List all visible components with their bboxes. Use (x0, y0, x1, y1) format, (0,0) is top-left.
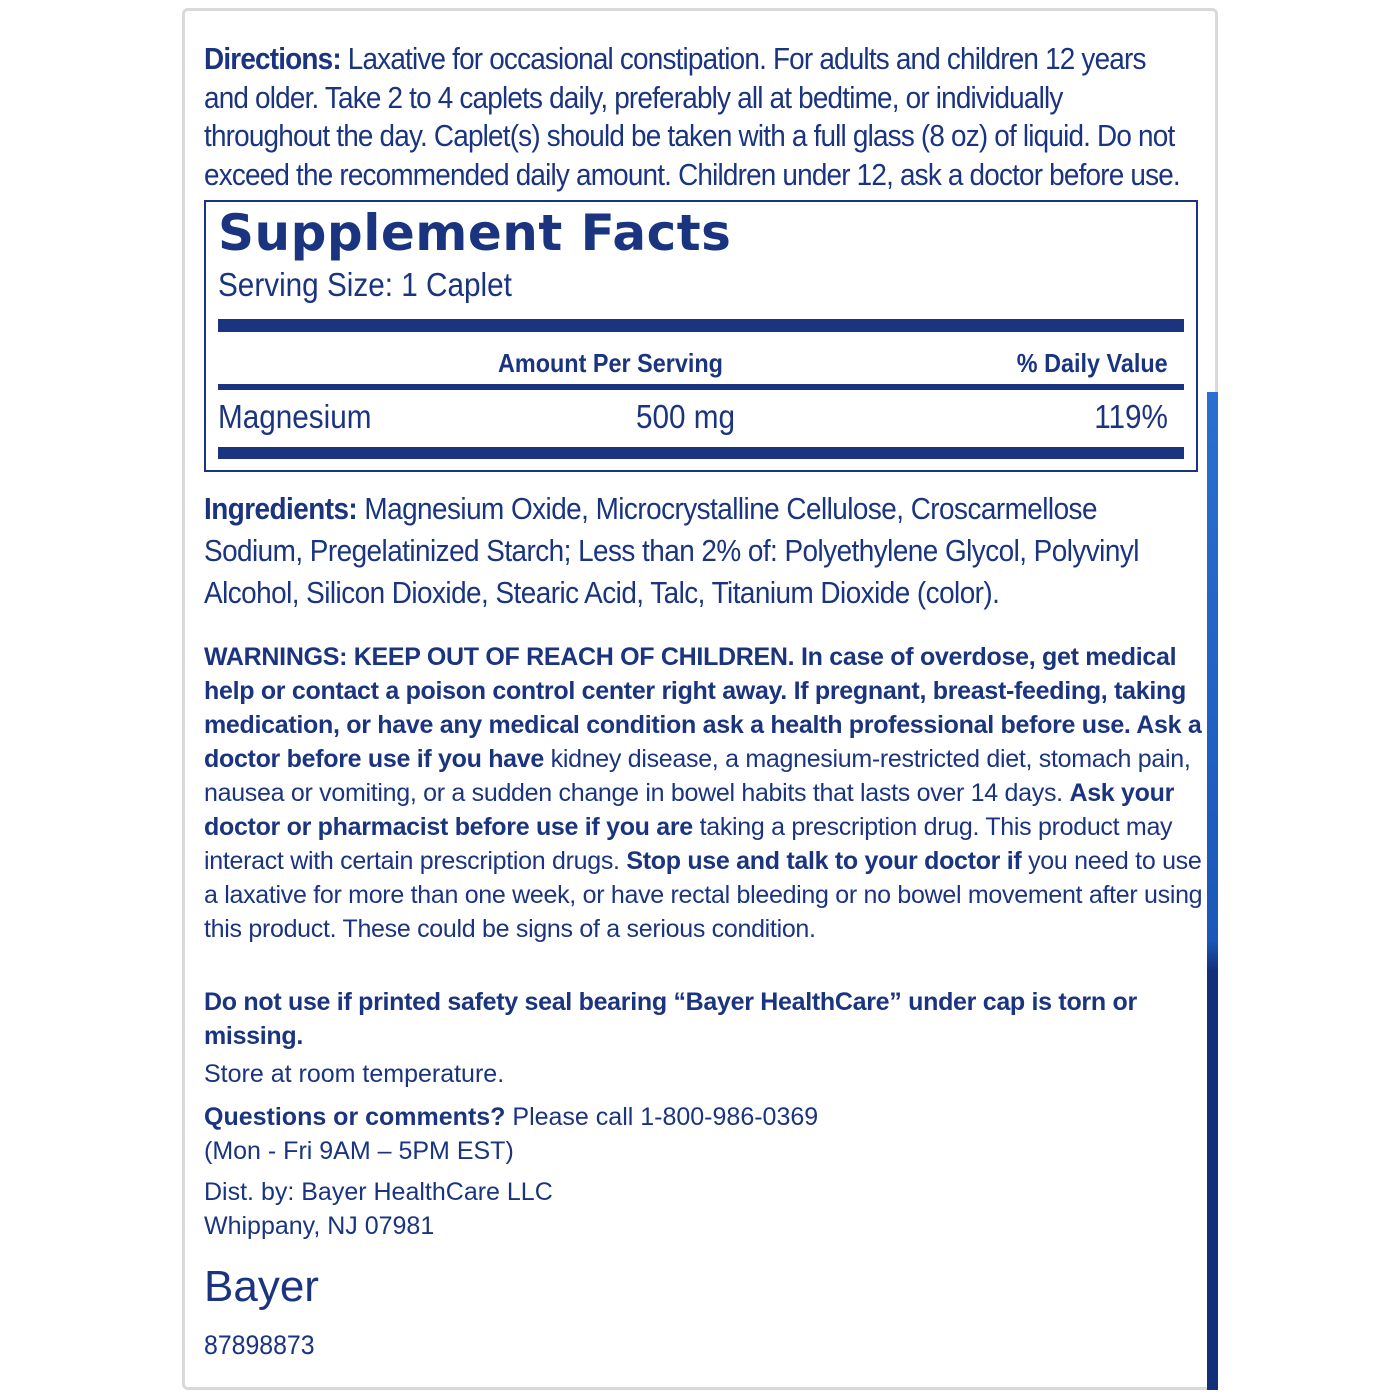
distributor-block (204, 1175, 553, 1243)
seal-warning: Do not use if printed safety seal bearing “Bayer HealthCare” under cap is torn or missing. (204, 988, 1137, 1050)
warnings-bold-3: Stop use and talk to your doctor if (626, 847, 1022, 875)
distributor-name: Dist. by: Bayer HealthCare LLC (204, 1178, 553, 1206)
serving-size: Serving Size: 1 Caplet (218, 266, 512, 303)
supplement-facts-panel (204, 200, 1198, 472)
warnings-body-2: taking a prescription drug. This product may interact with certain prescription drugs. (204, 813, 1173, 875)
side-stripe (1207, 392, 1218, 1390)
warnings-body-1: kidney disease, a magnesium-restricted diet, stomach pain, nausea or vomiting, or a sudden change in bowel habits that lasts over 14 days. (204, 745, 1191, 807)
product-code: 87898873 (204, 1330, 315, 1360)
warnings-bold-1: WARNINGS: KEEP OUT OF REACH OF CHILDREN. In case of overdose, get medical help or contact a poison control center right away. If pregnant, breast-feeding, taking medication, or have any medical condition ask a health professional before use. Ask a doctor before use if you have (204, 643, 1202, 773)
warnings-text (204, 640, 1204, 946)
col-amount-header: Amount Per Serving (498, 348, 723, 378)
warnings-bold-2: Ask your doctor or pharmacist before use if you are (204, 779, 1175, 841)
brand-logo: Bayer (204, 1262, 319, 1311)
facts-divider-bottom (218, 447, 1184, 459)
distributor-address: Whippany, NJ 07981 (204, 1212, 435, 1240)
ingredients-label: Ingredients: (204, 491, 358, 526)
facts-divider-thick (218, 319, 1184, 332)
questions-label: Questions or comments? (204, 1103, 506, 1131)
nutrient-dv: 119% (1094, 398, 1168, 435)
storage-text: Store at room temperature. (204, 1060, 505, 1088)
ingredients-text (204, 488, 1185, 614)
questions-phone: Please call 1-800-986-0369 (505, 1103, 819, 1131)
facts-title: Supplement Facts (218, 204, 732, 262)
warnings-body-3: you need to use a laxative for more than one week, or have rectal bleeding or no bowel movement after using this product. These could be signs of a serious condition. (204, 847, 1203, 943)
facts-divider-med (218, 384, 1184, 390)
directions-body: Laxative for occasional constipation. For adults and children 12 years and older. Take 2 to 4 caplets daily, preferably all at bedtime, or individually throughout the day. Caplet(s) should be taken with a full glass (8 oz) of liquid. Do not exceed the recommended daily amount. Children under 12, ask a doctor before use. (204, 41, 1180, 192)
col-dv-header: % Daily Value (1017, 348, 1168, 378)
questions-hours: (Mon - Fri 9AM – 5PM EST) (204, 1137, 514, 1165)
ingredients-body: Magnesium Oxide, Microcrystalline Cellulose, Croscarmellose Sodium, Pregelatinized Starch; Less than 2% of: Polyethylene Glycol, Polyvinyl Alcohol, Silicon Dioxide, Stearic Acid, Talc, Titanium Dioxide (color). (204, 491, 1139, 610)
nutrient-name: Magnesium (218, 398, 372, 435)
questions-block (204, 1100, 818, 1168)
directions-block (204, 40, 1189, 194)
directions-label: Directions: (204, 41, 341, 76)
nutrient-amount: 500 mg (636, 398, 736, 435)
directions-text (204, 40, 1189, 194)
